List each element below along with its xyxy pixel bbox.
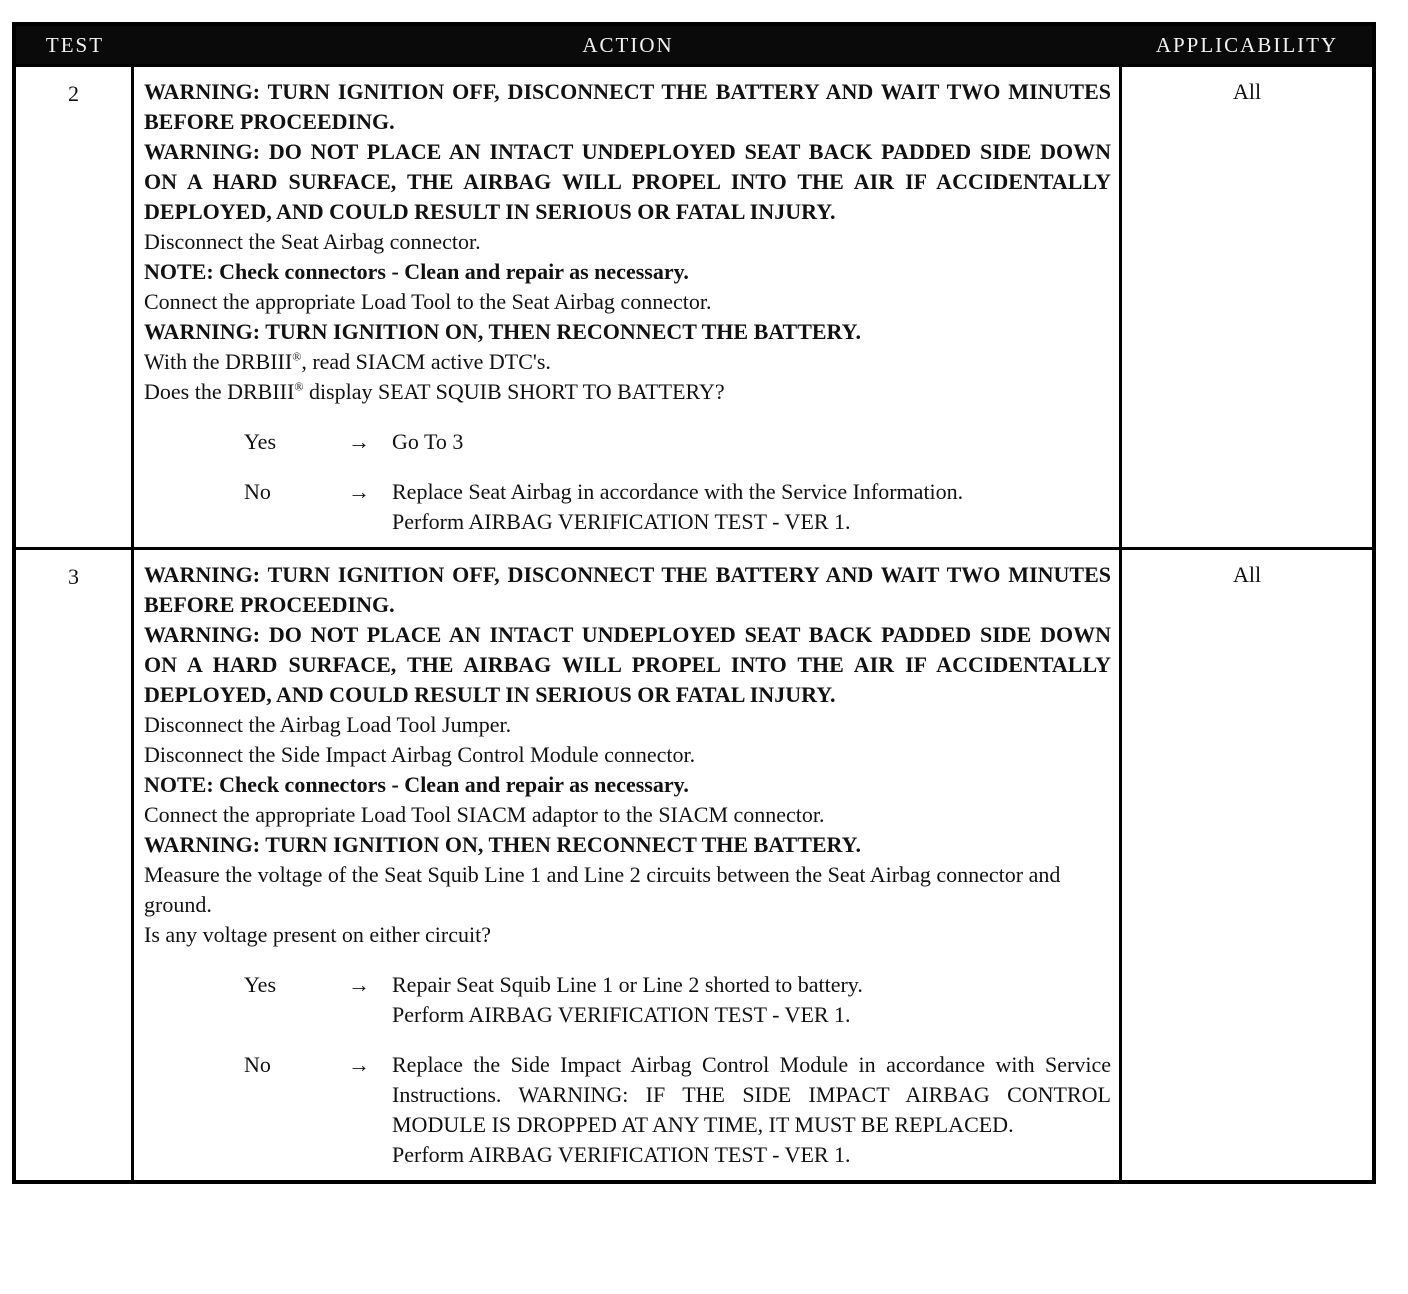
applicability-cell: All [1232,79,1262,104]
instruction-text: Measure the voltage of the Seat Squib Line 1 and Line 2 circuits between the Seat Airbag connector and ground. [144,862,1061,917]
arrow-icon: → [348,429,370,454]
branch-line: Repair Seat Squib Line 1 or Line 2 shorted to battery. [392,972,863,997]
instruction-text: With the DRBIII®, read SIACM active DTC's. [144,349,551,374]
branch-label: Yes [244,429,277,454]
warning-text: NOTE: Check connectors - Clean and repair as necessary. [144,772,689,797]
branch-label: No [244,1052,271,1077]
branch-line: Go To 3 [392,429,464,454]
warning-text: WARNING: TURN IGNITION ON, THEN RECONNECT THE BATTERY. [144,832,862,857]
header-test: TEST [45,32,105,57]
branch-text [392,427,1111,457]
arrow-icon: → [348,479,370,504]
instruction-text: Disconnect the Side Impact Airbag Control Module connector. [144,742,696,767]
arrow-icon: → [348,972,370,997]
warning-text: NOTE: Check connectors - Clean and repair as necessary. [144,259,689,284]
instruction-text: Disconnect the Seat Airbag connector. [144,229,481,254]
warning-text: WARNING: TURN IGNITION OFF, DISCONNECT THE BATTERY AND WAIT TWO MINUTES BEFORE PROCEEDING. [144,562,1111,617]
branch-label: Yes [244,972,277,997]
diagnostic-table [12,22,1376,1184]
table-row [16,64,1372,547]
branch-line: Replace the Side Impact Airbag Control Module in accordance with Service Instructions. WARNING: IF THE SIDE IMPACT AIRBAG CONTROL MODULE IS DROPPED AT ANY TIME, IT MUST BE REPLACED. [392,1052,1111,1137]
test-number: 3 [16,550,134,1180]
warning-text: WARNING: TURN IGNITION OFF, DISCONNECT THE BATTERY AND WAIT TWO MINUTES BEFORE PROCEEDING. [144,79,1111,134]
branch-line: Perform AIRBAG VERIFICATION TEST - VER 1. [392,1002,851,1027]
arrow-icon: → [348,1052,370,1077]
instruction-text: Connect the appropriate Load Tool SIACM adaptor to the SIACM connector. [144,802,825,827]
instruction-text: Disconnect the Airbag Load Tool Jumper. [144,712,512,737]
instruction-text: Does the DRBIII® display SEAT SQUIB SHORT TO BATTERY? [144,379,725,404]
action-cell [134,550,1122,1180]
action-cell [134,67,1122,547]
table-row [16,547,1372,1180]
branch-no [144,1050,1111,1170]
branch-label: No [244,479,271,504]
warning-text: WARNING: TURN IGNITION ON, THEN RECONNECT THE BATTERY. [144,319,862,344]
header-action: ACTION [582,32,674,57]
instruction-text: Connect the appropriate Load Tool to the Seat Airbag connector. [144,289,712,314]
branch-yes [144,427,1111,457]
branch-line: Replace Seat Airbag in accordance with the Service Information. [392,479,964,504]
branch-text [392,1050,1111,1170]
branch-line: Perform AIRBAG VERIFICATION TEST - VER 1. [392,1142,851,1167]
branch-no [144,477,1111,537]
header-applicability: APPLICABILITY [1155,32,1339,57]
table-body [16,64,1372,1180]
warning-text: WARNING: DO NOT PLACE AN INTACT UNDEPLOYED SEAT BACK PADDED SIDE DOWN ON A HARD SURFACE, THE AIRBAG WILL PROPEL INTO THE AIR IF ACCIDENTALLY DEPLOYED, AND COULD RESULT IN SERIOUS OR FATAL INJURY. [144,622,1111,707]
branch-text [392,477,1111,537]
branch-line: Perform AIRBAG VERIFICATION TEST - VER 1. [392,509,851,534]
warning-text: WARNING: DO NOT PLACE AN INTACT UNDEPLOYED SEAT BACK PADDED SIDE DOWN ON A HARD SURFACE, THE AIRBAG WILL PROPEL INTO THE AIR IF ACCIDENTALLY DEPLOYED, AND COULD RESULT IN SERIOUS OR FATAL INJURY. [144,139,1111,224]
branch-text [392,970,1111,1030]
table-header [16,26,1372,64]
branch-yes [144,970,1111,1030]
instruction-text: Is any voltage present on either circuit? [144,922,491,947]
applicability-cell: All [1232,562,1262,587]
test-number: 2 [16,67,134,547]
